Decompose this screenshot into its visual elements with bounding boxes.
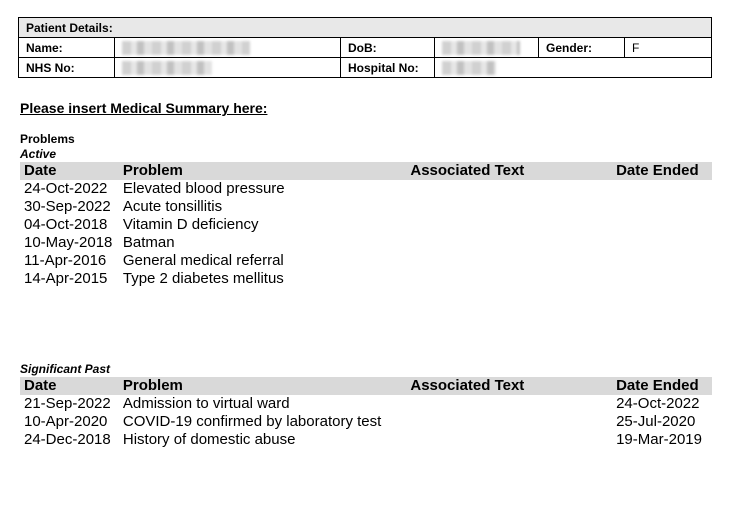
row-problem: General medical referral [122,252,284,269]
row-ended: 19-Mar-2019 [616,431,702,448]
table-row [20,413,712,431]
row-associated [406,234,612,252]
col-date: Date [20,162,119,180]
row-date: 24-Oct-2022 [24,180,108,197]
row-problem: Batman [122,234,175,251]
row-ended: 24-Oct-2022 [616,395,700,412]
row-problem: History of domestic abuse [122,431,296,448]
row-date: 24-Dec-2018 [24,431,111,448]
row-ended [612,270,712,288]
dob-value [435,38,539,58]
active-header-row [20,162,712,180]
dob-label: DoB: [341,38,435,58]
patient-details-table [18,17,712,78]
table-row [20,180,712,198]
significant-past-subheading: Significant Past [20,362,111,376]
row-problem: Admission to virtual ward [122,395,290,412]
row-date: 11-Apr-2016 [24,252,107,269]
active-problems-table [20,162,712,288]
row-ended [612,180,712,198]
row-associated [406,198,612,216]
redacted-hospital [442,61,496,75]
nhs-label: NHS No: [19,58,115,78]
redacted-nhs [122,61,212,75]
problems-heading: Problems [20,132,75,146]
row-associated [406,270,612,288]
table-row [20,216,712,234]
row-associated [406,395,612,413]
nhs-value [115,58,341,78]
row-problem: Elevated blood pressure [122,180,285,197]
gender-label: Gender: [539,38,625,58]
row-date: 10-May-2018 [24,234,113,251]
row-associated [406,413,612,431]
name-label: Name: [19,38,115,58]
medical-summary-title: Please insert Medical Summary here: [20,100,268,116]
row-ended [612,216,712,234]
table-row [20,252,712,270]
row-associated [406,431,612,449]
redacted-dob [442,41,520,55]
row-ended [612,234,712,252]
table-row [20,395,712,413]
row-date: 14-Apr-2015 [24,270,108,287]
table-row [20,234,712,252]
row-ended: 25-Jul-2020 [616,413,696,430]
redacted-name [122,41,250,55]
table-row [20,431,712,449]
col-date-ended: Date Ended [612,377,712,395]
past-header-row [20,377,712,395]
active-subheading: Active [20,147,57,161]
table-row [20,198,712,216]
row-date: 04-Oct-2018 [24,216,108,233]
patient-details-heading: Patient Details: [19,18,712,38]
row-associated [406,216,612,234]
row-associated [406,252,612,270]
row-problem: Acute tonsillitis [122,198,223,215]
row-problem: Vitamin D deficiency [122,216,259,233]
col-problem: Problem [119,162,407,180]
row-problem: Type 2 diabetes mellitus [122,270,284,287]
hospital-label: Hospital No: [341,58,435,78]
row-date: 30-Sep-2022 [24,198,111,215]
row-date: 21-Sep-2022 [24,395,111,412]
row-date: 10-Apr-2020 [24,413,108,430]
row-problem: COVID-19 confirmed by laboratory test [122,413,382,430]
col-date-ended: Date Ended [612,162,712,180]
row-ended [612,198,712,216]
name-value [115,38,341,58]
col-problem: Problem [119,377,407,395]
table-row [20,270,712,288]
row-associated [406,180,612,198]
col-associated-text: Associated Text [406,162,612,180]
col-date: Date [20,377,119,395]
col-associated-text: Associated Text [406,377,612,395]
row-ended [612,252,712,270]
hospital-value [435,58,712,78]
significant-past-table [20,377,712,449]
gender-value: F [625,38,712,58]
